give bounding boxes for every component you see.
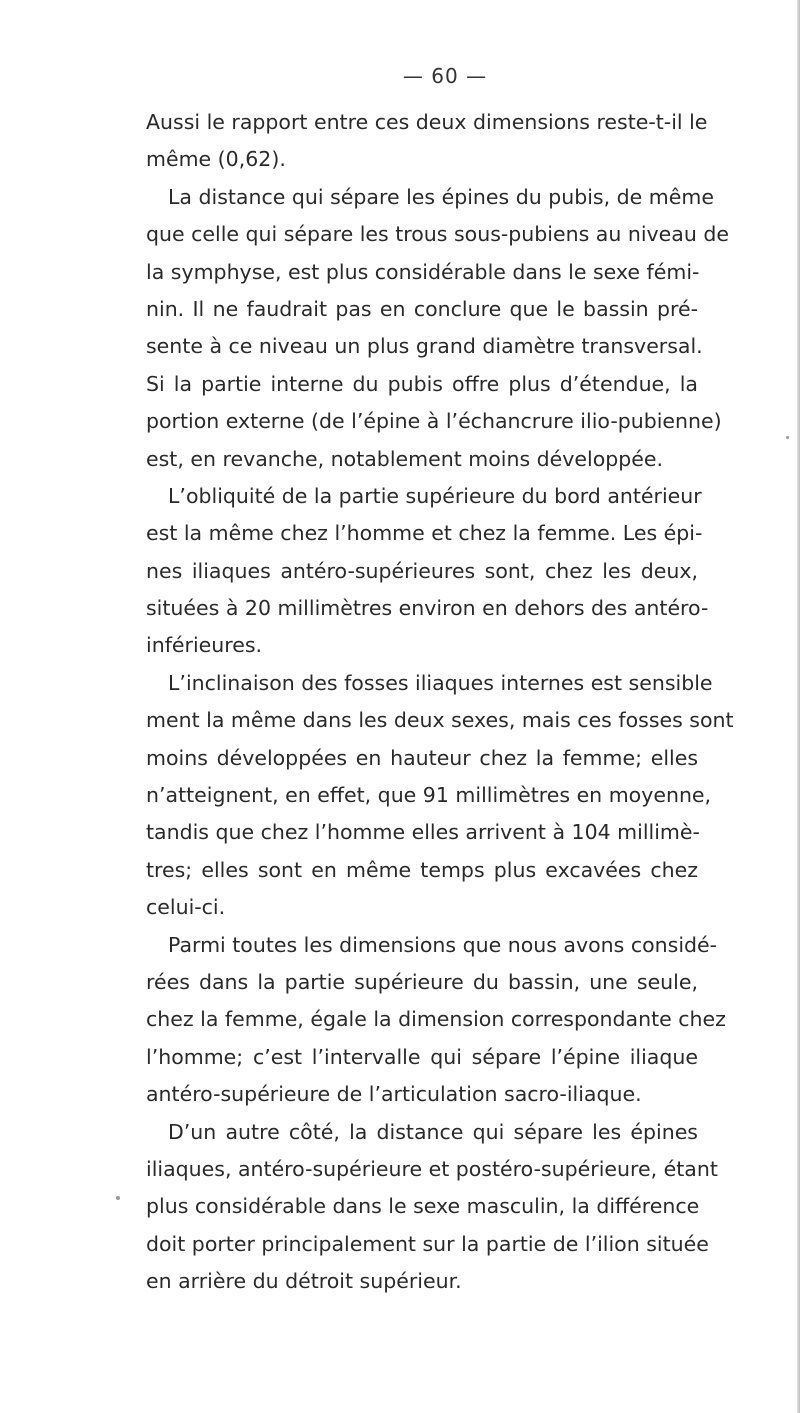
paper-speck xyxy=(116,1196,120,1200)
text-line: nin. Il ne faudrait pas en conclure que le bassin pré- xyxy=(146,296,698,321)
text-line: La distance qui sépare les épines du pubis, de même xyxy=(168,184,714,209)
text-line: que celle qui sépare les trous sous-pubiens au niveau de xyxy=(146,222,729,247)
text-line: Parmi toutes les dimensions que nous avons considé- xyxy=(168,932,718,957)
text-line: nes iliaques antéro-supérieures sont, chez les deux, xyxy=(146,558,698,583)
text-line: chez la femme, égale la dimension correspondante chez xyxy=(146,1007,726,1032)
text-line: plus considérable dans le sexe masculin, la différence xyxy=(146,1194,700,1219)
text-line: tres; elles sont en même temps plus excavées chez xyxy=(146,857,698,882)
text-line: L’obliquité de la partie supérieure du bord antérieur xyxy=(168,483,702,508)
text-line: portion externe (de l’épine à l’échancrure ilio-pubienne) xyxy=(146,409,722,434)
text-line: antéro-supérieure de l’articulation sacro-iliaque. xyxy=(146,1082,642,1107)
text-line: Si la partie interne du pubis offre plus d’étendue, la xyxy=(146,371,698,396)
body-text xyxy=(146,104,734,1301)
text-line: en arrière du détroit supérieur. xyxy=(146,1269,462,1294)
paper-speck xyxy=(786,436,789,439)
text-line: situées à 20 millimètres environ en dehors des antéro- xyxy=(146,596,709,621)
text-line: rées dans la partie supérieure du bassin, une seule, xyxy=(146,969,698,994)
text-line: doit porter principalement sur la partie de l’ilion située xyxy=(146,1231,709,1256)
text-line: celui-ci. xyxy=(146,895,226,920)
text-line: L’inclinaison des fosses iliaques internes est sensible xyxy=(168,670,713,695)
text-line: la symphyse, est plus considérable dans le sexe fémi- xyxy=(146,259,700,284)
page-number: — 60 — xyxy=(402,64,488,88)
text-line: est, en revanche, notablement moins développée. xyxy=(146,446,664,471)
text-line: est la même chez l’homme et chez la femme. Les épi- xyxy=(146,521,703,546)
text-line: D’un autre côté, la distance qui sépare les épines xyxy=(168,1119,698,1144)
text-line: sente à ce niveau un plus grand diamètre transversal. xyxy=(146,334,703,359)
text-line: inférieures. xyxy=(146,633,263,658)
text-line: tandis que chez l’homme elles arrivent à 104 millimè- xyxy=(146,820,700,845)
text-line: iliaques, antéro-supérieure et postéro-supérieure, étant xyxy=(146,1156,718,1181)
text-line: ment la même dans les deux sexes, mais ces fosses sont xyxy=(146,708,734,733)
text-line: même (0,62). xyxy=(146,147,286,172)
text-line: n’atteignent, en effet, que 91 millimètres en moyenne, xyxy=(146,783,712,808)
text-line: moins développées en hauteur chez la femme; elles xyxy=(146,745,698,770)
text-line: Aussi le rapport entre ces deux dimensions reste-t-il le xyxy=(146,110,708,134)
text-line: l’homme; c’est l’intervalle qui sépare l’épine iliaque xyxy=(146,1044,698,1069)
